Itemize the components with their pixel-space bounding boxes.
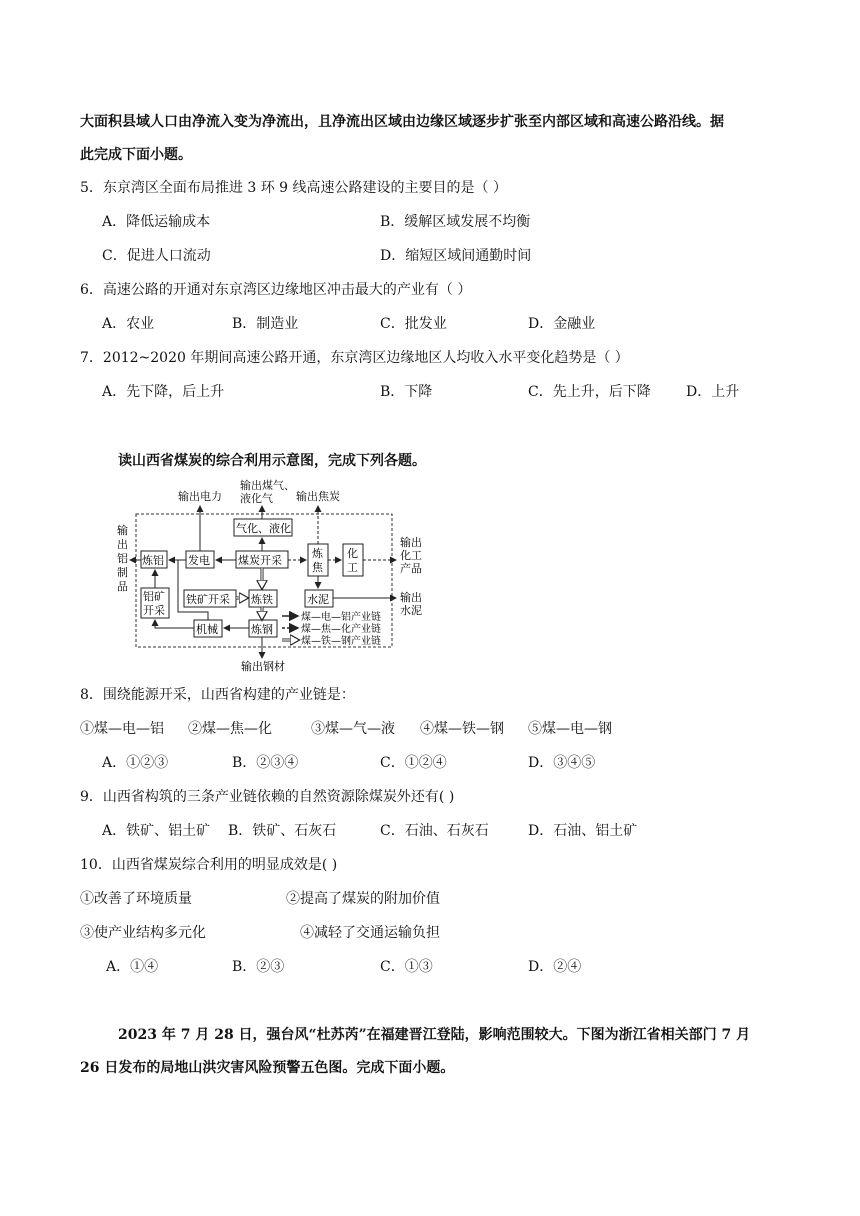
option-c: C．①②④ [380, 755, 447, 771]
label-out-chem: 化工 [400, 549, 422, 562]
question-stem: 5．东京湾区全面布局推进 3 环 9 线高速公路建设的主要目的是（ ） [80, 180, 507, 196]
option-a: A．先下降，后上升 [102, 384, 225, 400]
svg-text:开采: 开采 [143, 604, 165, 617]
sub-item: ③使产业结构多元化 [80, 925, 206, 941]
svg-text:机械: 机械 [196, 623, 218, 636]
svg-text:煤炭开采: 煤炭开采 [238, 554, 282, 567]
sub-item: ①改善了环境质量 [80, 891, 192, 907]
label-out-al: 品 [117, 580, 128, 593]
sub-item: ④煤—铁—钢 [420, 721, 504, 737]
label-out-gas: 输出煤气、 [240, 479, 295, 492]
option-d: D．上升 [686, 384, 740, 400]
svg-text:炼钢: 炼钢 [251, 623, 273, 636]
question-stem: 7．2012~2020 年期间高速公路开通，东京湾区边缘地区人均收入水平变化趋势是（ ） [80, 350, 629, 366]
label-out-cement: 水泥 [400, 604, 422, 617]
option-c: C．①③ [380, 959, 433, 975]
sub-item: ⑤煤—电—钢 [528, 721, 612, 737]
option-a: A．降低运输成本 [102, 214, 211, 230]
svg-text:焦: 焦 [312, 561, 323, 574]
option-b: B．制造业 [232, 316, 299, 332]
option-b: B．②③④ [232, 755, 299, 771]
label-out-al: 输 [117, 524, 128, 537]
label-out-cement: 输出 [400, 591, 422, 604]
svg-text:炼铝: 炼铝 [142, 554, 164, 567]
option-b: B．缓解区域发展不均衡 [380, 214, 531, 230]
option-b: B．②③ [232, 959, 285, 975]
label-out-al: 制 [117, 566, 128, 579]
passage-line: 2023 年 7 月 28 日，强台风“杜苏芮”在福建晋江登陆，影响范围较大。下图为浙江省相关部门 7 月 [118, 1027, 751, 1043]
option-c: C．促进人口流动 [102, 248, 211, 264]
option-d: D．缩短区域间通勤时间 [380, 248, 532, 264]
sub-item: ②煤—焦—化 [188, 721, 272, 737]
svg-text:炼铁: 炼铁 [251, 593, 273, 606]
question-stem: 9．山西省构筑的三条产业链依赖的自然资源除煤炭外还有( ) [80, 789, 455, 805]
question-stem: 10．山西省煤炭综合利用的明显成效是( ) [80, 857, 338, 873]
svg-text:炼: 炼 [312, 547, 323, 560]
coal-utilization-diagram [110, 476, 430, 676]
option-c: C．批发业 [380, 316, 447, 332]
option-a: A．①②③ [102, 755, 169, 771]
option-d: D．金融业 [528, 316, 596, 332]
label-out-al: 铝 [117, 552, 128, 565]
question-stem: 8．围绕能源开采，山西省构建的产业链是： [80, 687, 355, 703]
label-out-power: 输出电力 [178, 490, 222, 503]
svg-text:化: 化 [347, 547, 358, 560]
option-d: D．③④⑤ [528, 755, 596, 771]
sub-item: ④减轻了交通运输负担 [300, 925, 440, 941]
option-a: A．①④ [106, 959, 159, 975]
sub-item: ②提高了煤炭的附加价值 [286, 891, 440, 907]
option-d: D．石油、铝土矿 [528, 823, 638, 839]
label-out-al: 出 [117, 538, 128, 551]
passage-line: 大面积县域人口由净流入变为净流出，且净流出区域由边缘区域逐步扩张至内部区域和高速公路沿线。据 [80, 114, 724, 130]
legend-item: 煤—铁—钢产业链 [301, 636, 381, 647]
svg-text:铁矿开采: 铁矿开采 [186, 593, 230, 606]
option-b: B．铁矿、石灰石 [228, 823, 337, 839]
sub-item: ①煤—电—铝 [80, 721, 164, 737]
svg-text:水泥: 水泥 [307, 593, 329, 606]
legend-item: 煤—焦—化产业链 [301, 624, 381, 635]
option-c: C．石油、石灰石 [380, 823, 489, 839]
sub-item: ③煤—气—液 [311, 721, 395, 737]
option-d: D．②④ [528, 959, 582, 975]
label-out-chem: 输出 [400, 536, 422, 549]
legend-item: 煤—电—铝产业链 [301, 612, 381, 623]
passage-intro: 读山西省煤炭的综合利用示意图，完成下列各题。 [118, 453, 426, 469]
passage-line: 此完成下面小题。 [80, 147, 192, 163]
option-b: B．下降 [380, 384, 433, 400]
label-out-chem: 产品 [400, 562, 422, 575]
option-c: C．先上升，后下降 [528, 384, 651, 400]
label-out-steel: 输出钢材 [241, 660, 285, 673]
svg-text:工: 工 [347, 561, 358, 574]
passage-line: 26 日发布的局地山洪灾害风险预警五色图。完成下面小题。 [80, 1060, 455, 1076]
option-a: A．农业 [102, 316, 155, 332]
label-out-coke: 输出焦炭 [296, 490, 340, 503]
svg-text:发电: 发电 [188, 554, 210, 567]
svg-text:铝矿: 铝矿 [143, 590, 165, 603]
svg-text:气化、液化: 气化、液化 [236, 522, 291, 535]
option-a: A．铁矿、铝土矿 [102, 823, 211, 839]
label-out-gas: 液化气 [240, 492, 273, 505]
question-stem: 6．高速公路的开通对东京湾区边缘地区冲击最大的产业有（ ） [80, 282, 472, 298]
